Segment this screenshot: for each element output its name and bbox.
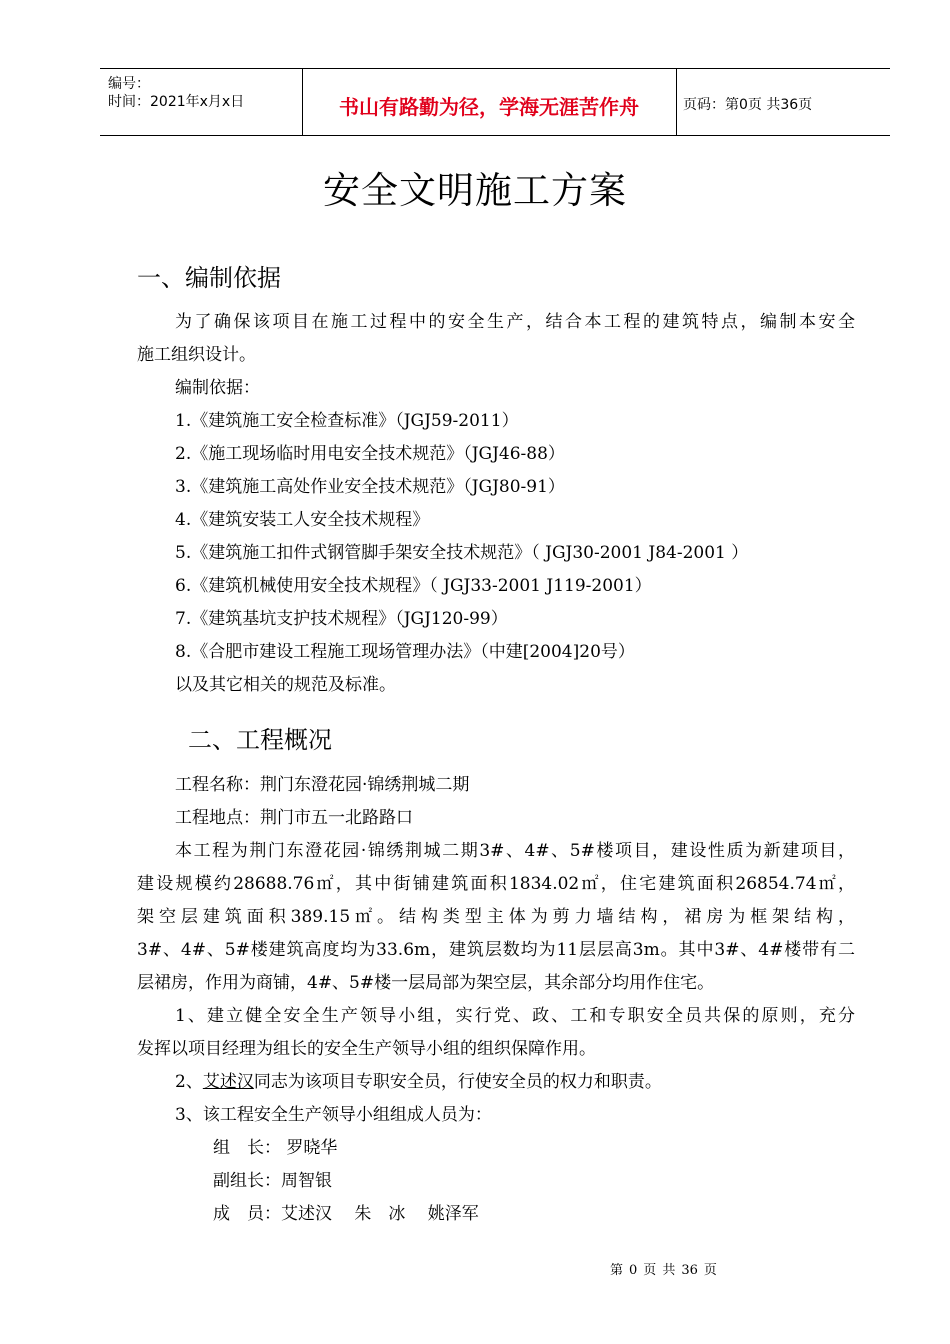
point1-line1: 1、建立健全安全生产领导小组，实行党、政、工和专职安全员共保的原则，充分: [175, 1006, 855, 1026]
project-desc-line1: 本工程为荆门东澄花园·锦绣荆城二期3#、4#、5#楼项目，建设性质为新建项目，: [175, 841, 855, 861]
point3-line: 3、该工程安全生产领导小组组成人员为：: [175, 1105, 492, 1125]
header-page-label: 页码：第0页 共36页: [683, 97, 813, 113]
section1-intro-line2: 施工组织设计。: [137, 345, 256, 365]
basis-label: 编制依据：: [175, 378, 260, 398]
document-number-label: 编号：: [108, 76, 150, 92]
project-desc-line5: 层裙房，作用为商铺，4#、5#楼一层局部为架空层，其余部分均用作住宅。: [137, 973, 715, 993]
footer-ye: 页: [643, 1263, 657, 1278]
safety-officer-name: 艾述汉: [202, 1072, 254, 1092]
project-desc-line4: 3#、4#、5#楼建筑高度均为33.6m，建筑层数均为11层层高3m。其中3#、4#楼带有二: [137, 940, 855, 960]
document-time-label: 时间：2021年x月x日: [108, 94, 245, 110]
point2-rest: 同志为该项目专职安全员，行使安全员的权力和职责。: [253, 1072, 662, 1092]
section2-heading: 二、工程概况: [188, 726, 332, 754]
team-leader: 组 长： 罗晓华: [213, 1138, 338, 1158]
basis-item-6: 6.《建筑机械使用安全技术规程》（ JGJ33-2001 J119-2001）: [175, 576, 652, 596]
point2-prefix: 2、: [175, 1072, 203, 1092]
header-left-cell: [100, 69, 303, 135]
basis-item-2: 2.《施工现场临时用电安全技术规范》（JGJ46-88）: [175, 444, 565, 464]
point2-line: [175, 1067, 662, 1092]
basis-item-7: 7.《建筑基坑支护技术规程》（JGJ120-99）: [175, 609, 508, 629]
basis-item-3: 3.《建筑施工高处作业安全技术规范》（JGJ80-91）: [175, 477, 565, 497]
project-desc-line3: 架空层建筑面积389.15㎡。结构类型主体为剪力墙结构，裙房为框架结构，: [137, 907, 855, 927]
document-header: [100, 68, 890, 136]
team-deputy: 副组长：周智银: [213, 1171, 332, 1191]
header-motto: 书山有路勤为径，学海无涯苦作舟: [339, 95, 639, 119]
basis-item-4: 4.《建筑安装工人安全技术规程》: [175, 510, 430, 530]
basis-item-1: 1.《建筑施工安全检查标准》（JGJ59-2011）: [175, 411, 519, 431]
basis-closing: 以及其它相关的规范及标准。: [175, 675, 396, 695]
team-members: 成 员：艾述汉 朱 冰 姚泽军: [213, 1204, 479, 1224]
project-desc-line2: 建设规模约28688.76㎡，其中街铺建筑面积1834.02㎡，住宅建筑面积26854.74㎡，: [137, 874, 855, 894]
point1-line2: 发挥以项目经理为组长的安全生产领导小组的组织保障作用。: [137, 1039, 596, 1059]
page-footer: [610, 1259, 723, 1278]
footer-ye2: 页: [703, 1263, 717, 1278]
footer-total-pages: 36: [681, 1263, 698, 1278]
basis-item-8: 8.《合肥市建设工程施工现场管理办法》（中建[2004]20号）: [175, 642, 635, 662]
document-title: 安全文明施工方案: [323, 169, 627, 212]
section1-heading: 一、编制依据: [137, 264, 281, 292]
footer-page-number: 0: [629, 1263, 638, 1278]
footer-gong: 共: [662, 1263, 676, 1278]
header-motto-cell: [302, 69, 677, 135]
footer-di: 第: [610, 1263, 624, 1278]
project-location: 工程地点：荆门市五一北路路口: [175, 808, 413, 828]
section1-intro-line1: 为了确保该项目在施工过程中的安全生产，结合本工程的建筑特点，编制本安全: [175, 312, 855, 332]
basis-item-5: 5.《建筑施工扣件式钢管脚手架安全技术规范》（ JGJ30-2001 J84-2001 ）: [175, 543, 749, 563]
header-right-cell: [677, 69, 890, 135]
project-name: 工程名称：荆门东澄花园·锦绣荆城二期: [175, 775, 470, 795]
